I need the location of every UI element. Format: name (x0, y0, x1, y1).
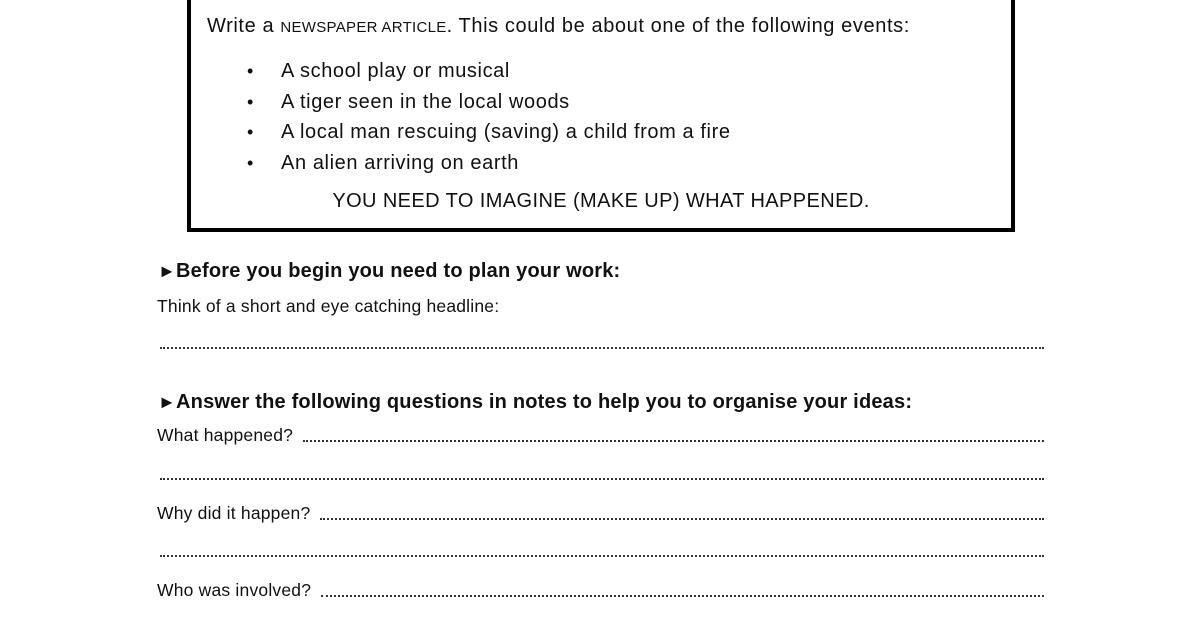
question-what-happened (157, 424, 1044, 446)
event-item (247, 148, 995, 179)
event-item (247, 87, 995, 118)
answer-line[interactable] (160, 555, 1044, 557)
answer-line[interactable] (320, 518, 1044, 520)
imagine-note: YOU NEED TO IMAGINE (MAKE UP) WHAT HAPPENED. (332, 190, 870, 212)
question-label: Who was involved? (157, 580, 312, 600)
bullet-icon: • (247, 152, 254, 173)
bullet-icon: • (247, 91, 254, 112)
questions-heading-text: Answer the following questions in notes to help you to organise your ideas: (176, 391, 913, 413)
answer-line[interactable] (303, 440, 1044, 442)
event-item (247, 56, 995, 87)
questions-heading (158, 391, 912, 414)
headline-prompt: Think of a short and eye catching headline: (157, 296, 500, 316)
question-why-happened (157, 502, 1044, 524)
task-intro-article-type: NEWSPAPER ARTICLE (280, 19, 447, 36)
plan-heading-text: Before you begin you need to plan your work: (176, 260, 621, 282)
question-who-involved (157, 579, 1044, 601)
task-box (187, 0, 1015, 232)
answer-line[interactable] (160, 478, 1044, 480)
headline-answer-line[interactable] (160, 347, 1044, 349)
question-label: Why did it happen? (157, 503, 311, 523)
task-intro-prefix: Write a (207, 15, 281, 37)
event-label: A tiger seen in the local woods (281, 90, 570, 113)
plan-heading (158, 260, 620, 283)
event-label: A local man rescuing (saving) a child from a fire (281, 121, 731, 143)
event-label: A school play or musical (281, 60, 510, 82)
task-intro (207, 14, 995, 40)
arrow-right-icon: ► (158, 261, 177, 281)
question-label: What happened? (157, 425, 294, 445)
task-intro-suffix: . This could be about one of the following events: (446, 15, 910, 37)
arrow-right-icon: ► (158, 392, 177, 412)
event-list (207, 56, 995, 178)
event-item (247, 117, 995, 148)
answer-line[interactable] (321, 595, 1044, 597)
event-label: An alien arriving on earth (281, 151, 519, 174)
bullet-icon: • (247, 61, 254, 81)
bullet-icon: • (247, 122, 254, 142)
